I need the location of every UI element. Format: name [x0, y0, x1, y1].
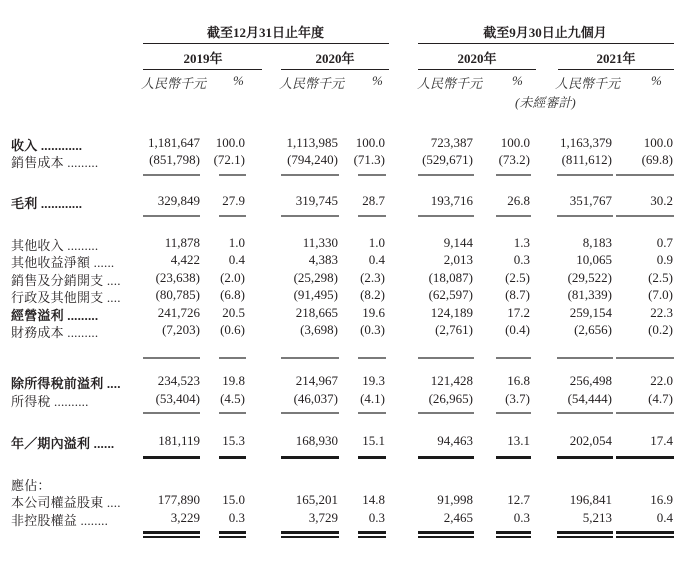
subtotal-rule-pct-2019: [219, 174, 246, 176]
header-rule-2020: [281, 69, 389, 70]
cell-rmb-2021-9m: (81,339): [567, 287, 612, 302]
cell-pct-2019: (2.0): [220, 270, 245, 285]
row-label: 經營溢利 .........: [11, 308, 99, 323]
subtotal-rule-pct-2019: [219, 357, 246, 359]
cell-rmb-2019: (53,404): [155, 391, 200, 406]
cell-rmb-2021-9m: 8,183: [582, 235, 612, 250]
cell-rmb-2020: (91,495): [293, 287, 338, 302]
subtotal-rule-pct-2020: [358, 174, 386, 176]
total-rule-pct-2019: [219, 456, 246, 459]
cell-rmb-2020: 214,967: [295, 373, 338, 388]
cell-rmb-2020: 1,113,985: [286, 135, 338, 150]
cell-rmb-2019: 329,849: [157, 193, 200, 208]
cell-pct-2021-9m: 0.7: [656, 235, 673, 250]
header-rule-2019: [143, 69, 262, 70]
row-label: 收入 ............: [11, 138, 83, 153]
cell-rmb-2021-9m: (2,656): [574, 322, 612, 337]
subtotal-rule-rmb-2020: [281, 174, 339, 176]
cell-pct-2019: (4.5): [220, 391, 245, 406]
double-total-rule-rmb-2021-9m: [557, 531, 613, 538]
cell-rmb-2019: 3,229: [170, 510, 200, 525]
cell-rmb-2019: 177,890: [157, 492, 200, 507]
cell-rmb-2021-9m: 351,767: [569, 193, 612, 208]
cell-pct-2021-9m: (7.0): [648, 287, 673, 302]
cell-pct-2020: (4.1): [360, 391, 385, 406]
cell-pct-2020-9m: 1.3: [513, 235, 530, 250]
header-year-2020: 2020年: [315, 51, 355, 66]
cell-rmb-2020-9m: 124,189: [430, 305, 473, 320]
unit-pct-2020-9m: %: [512, 73, 523, 88]
row-label: 本公司權益股東 ....: [11, 495, 121, 510]
cell-rmb-2020-9m: 94,463: [437, 433, 473, 448]
cell-pct-2020: (71.3): [353, 152, 385, 167]
cell-pct-2020-9m: (73.2): [498, 152, 530, 167]
cell-rmb-2020: 11,330: [302, 235, 338, 250]
cell-rmb-2021-9m: 256,498: [569, 373, 612, 388]
cell-pct-2020-9m: (3.7): [505, 391, 530, 406]
cell-pct-2020-9m: 26.8: [507, 193, 530, 208]
cell-pct-2019: 15.3: [222, 433, 245, 448]
cell-rmb-2019: 1,181,647: [148, 135, 200, 150]
cell-pct-2021-9m: (69.8): [641, 152, 673, 167]
cell-rmb-2020: 165,201: [295, 492, 338, 507]
cell-rmb-2019: (851,798): [149, 152, 200, 167]
double-total-rule-rmb-2020: [281, 531, 339, 538]
header-year-2020-9m: 2020年: [457, 51, 497, 66]
cell-pct-2021-9m: 0.9: [656, 252, 673, 267]
subtotal-rule-rmb-2019: [143, 357, 200, 359]
cell-pct-2020-9m: 13.1: [507, 433, 530, 448]
total-rule-rmb-2020: [281, 456, 339, 459]
cell-rmb-2021-9m: 196,841: [569, 492, 612, 507]
cell-pct-2020-9m: (2.5): [505, 270, 530, 285]
cell-rmb-2021-9m: 5,213: [582, 510, 612, 525]
cell-rmb-2019: 181,119: [158, 433, 200, 448]
unit-pct-2021-9m: %: [651, 73, 662, 88]
cell-rmb-2021-9m: 202,054: [569, 433, 612, 448]
cell-rmb-2021-9m: (811,612): [561, 152, 612, 167]
cell-pct-2021-9m: (2.5): [648, 270, 673, 285]
cell-pct-2019: (0.6): [220, 322, 245, 337]
cell-rmb-2020-9m: 121,428: [430, 373, 473, 388]
cell-pct-2019: 100.0: [215, 135, 245, 150]
subtotal-rule-pct-2021-9m: [616, 174, 674, 176]
cell-pct-2020-9m: 100.0: [500, 135, 530, 150]
cell-pct-2021-9m: (0.2): [648, 322, 673, 337]
subtotal-rule-pct-2021-9m: [616, 412, 674, 414]
header-rule-2021-9m: [558, 69, 674, 70]
cell-rmb-2020-9m: 723,387: [430, 135, 473, 150]
cell-pct-2020-9m: 16.8: [507, 373, 530, 388]
row-label: 財務成本 .........: [11, 325, 99, 340]
cell-rmb-2020-9m: (26,965): [428, 391, 473, 406]
total-rule-pct-2021-9m: [616, 456, 674, 459]
cell-rmb-2020-9m: (18,087): [428, 270, 473, 285]
cell-rmb-2019: 241,726: [157, 305, 200, 320]
double-total-rule-pct-2021-9m: [616, 531, 674, 538]
cell-pct-2020-9m: 12.7: [507, 492, 530, 507]
total-rule-rmb-2021-9m: [557, 456, 613, 459]
subtotal-rule-rmb-2019: [143, 215, 200, 217]
cell-rmb-2020: (794,240): [287, 152, 338, 167]
total-rule-rmb-2020-9m: [418, 456, 474, 459]
subtotal-rule-pct-2021-9m: [616, 215, 674, 217]
subtotal-rule-rmb-2019: [143, 412, 200, 414]
subtotal-rule-rmb-2021-9m: [557, 174, 613, 176]
cell-pct-2019: 27.9: [222, 193, 245, 208]
cell-pct-2021-9m: 0.4: [656, 510, 673, 525]
row-label: 其他收入 .........: [11, 238, 99, 253]
cell-rmb-2020-9m: 2,465: [443, 510, 473, 525]
row-label: 行政及其他開支 ....: [11, 290, 121, 305]
cell-rmb-2020: 168,930: [295, 433, 338, 448]
subtotal-rule-rmb-2021-9m: [557, 357, 613, 359]
subtotal-rule-rmb-2020: [281, 412, 339, 414]
cell-rmb-2020: (3,698): [300, 322, 338, 337]
cell-rmb-2019: 11,878: [164, 235, 200, 250]
cell-pct-2020: 19.3: [362, 373, 385, 388]
cell-rmb-2021-9m: 259,154: [569, 305, 612, 320]
subtotal-rule-pct-2020-9m: [496, 412, 531, 414]
cell-pct-2021-9m: 22.0: [650, 373, 673, 388]
cell-pct-2020-9m: 17.2: [507, 305, 530, 320]
cell-rmb-2020: (25,298): [293, 270, 338, 285]
cell-rmb-2021-9m: (29,522): [567, 270, 612, 285]
cell-pct-2020: 100.0: [355, 135, 385, 150]
cell-rmb-2021-9m: 10,065: [576, 252, 612, 267]
cell-pct-2020: 1.0: [368, 235, 385, 250]
cell-rmb-2021-9m: 1,163,379: [560, 135, 612, 150]
subtotal-rule-rmb-2020-9m: [418, 215, 474, 217]
cell-rmb-2020-9m: 193,716: [430, 193, 473, 208]
unaudited-note: (未經審計): [515, 95, 576, 110]
cell-pct-2020: 0.3: [368, 510, 385, 525]
row-label: 銷售成本 .........: [11, 155, 99, 170]
row-label: 毛利 ............: [11, 196, 83, 211]
header-nine-months-sep30: 截至9月30日止九個月: [483, 25, 607, 40]
subtotal-rule-pct-2020: [358, 357, 386, 359]
unit-rmb-2020: 人民幣千元: [279, 76, 345, 91]
cell-rmb-2020-9m: (529,671): [422, 152, 473, 167]
unit-rmb-2021-9m: 人民幣千元: [555, 76, 621, 91]
row-label: 應佔：: [11, 478, 51, 493]
subtotal-rule-pct-2019: [219, 412, 246, 414]
cell-pct-2019: 0.3: [228, 510, 245, 525]
cell-rmb-2020: 319,745: [295, 193, 338, 208]
total-rule-pct-2020: [358, 456, 386, 459]
cell-pct-2020: 14.8: [362, 492, 385, 507]
subtotal-rule-rmb-2020: [281, 215, 339, 217]
row-label: 所得稅 ..........: [11, 394, 89, 409]
cell-rmb-2021-9m: (54,444): [567, 391, 612, 406]
cell-pct-2020: 15.1: [362, 433, 385, 448]
cell-rmb-2020-9m: 91,998: [437, 492, 473, 507]
total-rule-pct-2020-9m: [496, 456, 531, 459]
cell-pct-2021-9m: 16.9: [650, 492, 673, 507]
cell-rmb-2019: (80,785): [155, 287, 200, 302]
cell-rmb-2020-9m: (2,761): [435, 322, 473, 337]
subtotal-rule-rmb-2020-9m: [418, 412, 474, 414]
header-rule-2020-9m: [418, 69, 536, 70]
double-total-rule-rmb-2019: [143, 531, 200, 538]
row-label: 銷售及分銷開支 ....: [11, 273, 121, 288]
cell-rmb-2020: (46,037): [293, 391, 338, 406]
cell-pct-2019: (72.1): [213, 152, 245, 167]
unit-rmb-2019: 人民幣千元: [141, 76, 207, 91]
subtotal-rule-pct-2020: [358, 412, 386, 414]
cell-pct-2019: 1.0: [228, 235, 245, 250]
cell-pct-2019: 19.8: [222, 373, 245, 388]
cell-pct-2019: 15.0: [222, 492, 245, 507]
cell-rmb-2020-9m: 9,144: [443, 235, 473, 250]
double-total-rule-rmb-2020-9m: [418, 531, 474, 538]
cell-rmb-2020-9m: (62,597): [428, 287, 473, 302]
total-rule-rmb-2019: [143, 456, 200, 459]
subtotal-rule-pct-2019: [219, 215, 246, 217]
double-total-rule-pct-2019: [219, 531, 246, 538]
subtotal-rule-rmb-2020-9m: [418, 174, 474, 176]
subtotal-rule-pct-2020-9m: [496, 215, 531, 217]
cell-rmb-2019: 4,422: [170, 252, 200, 267]
cell-pct-2020: (2.3): [360, 270, 385, 285]
subtotal-rule-pct-2021-9m: [616, 357, 674, 359]
subtotal-rule-pct-2020-9m: [496, 357, 531, 359]
row-label: 非控股權益 ........: [11, 513, 109, 528]
subtotal-rule-rmb-2021-9m: [557, 412, 613, 414]
header-rule-year-end: [143, 43, 389, 44]
unit-pct-2019: %: [233, 73, 244, 88]
cell-pct-2021-9m: 100.0: [643, 135, 673, 150]
cell-pct-2019: (6.8): [220, 287, 245, 302]
subtotal-rule-rmb-2020: [281, 357, 339, 359]
header-year-2021-9m: 2021年: [596, 51, 636, 66]
row-label: 年／期內溢利 ......: [11, 436, 115, 451]
cell-pct-2020: (8.2): [360, 287, 385, 302]
cell-pct-2020: 0.4: [368, 252, 385, 267]
cell-pct-2021-9m: 30.2: [650, 193, 673, 208]
cell-pct-2019: 0.4: [228, 252, 245, 267]
subtotal-rule-pct-2020: [358, 215, 386, 217]
cell-pct-2020-9m: (8.7): [505, 287, 530, 302]
row-label: 其他收益淨額 ......: [11, 255, 115, 270]
cell-pct-2021-9m: (4.7): [648, 391, 673, 406]
cell-rmb-2019: 234,523: [157, 373, 200, 388]
cell-rmb-2019: (23,638): [155, 270, 200, 285]
subtotal-rule-rmb-2021-9m: [557, 215, 613, 217]
subtotal-rule-rmb-2020-9m: [418, 357, 474, 359]
header-year-ended-dec31: 截至12月31日止年度: [206, 25, 324, 40]
double-total-rule-pct-2020: [358, 531, 386, 538]
cell-rmb-2020: 218,665: [295, 305, 338, 320]
cell-rmb-2020: 3,729: [308, 510, 338, 525]
header-rule-nine-months: [418, 43, 674, 44]
cell-pct-2020-9m: (0.4): [505, 322, 530, 337]
cell-pct-2020-9m: 0.3: [513, 510, 530, 525]
unit-rmb-2020-9m: 人民幣千元: [417, 76, 483, 91]
cell-rmb-2019: (7,203): [162, 322, 200, 337]
double-total-rule-pct-2020-9m: [496, 531, 531, 538]
cell-pct-2020-9m: 0.3: [513, 252, 530, 267]
cell-pct-2021-9m: 22.3: [650, 305, 673, 320]
cell-rmb-2020: 4,383: [308, 252, 338, 267]
header-year-2019: 2019年: [183, 51, 223, 66]
cell-rmb-2020-9m: 2,013: [443, 252, 473, 267]
cell-pct-2020: 28.7: [362, 193, 385, 208]
unit-pct-2020: %: [372, 73, 383, 88]
cell-pct-2021-9m: 17.4: [650, 433, 673, 448]
cell-pct-2019: 20.5: [222, 305, 245, 320]
row-label: 除所得稅前溢利 ....: [11, 376, 121, 391]
cell-pct-2020: 19.6: [362, 305, 385, 320]
cell-pct-2020: (0.3): [360, 322, 385, 337]
subtotal-rule-pct-2020-9m: [496, 174, 531, 176]
subtotal-rule-rmb-2019: [143, 174, 200, 176]
